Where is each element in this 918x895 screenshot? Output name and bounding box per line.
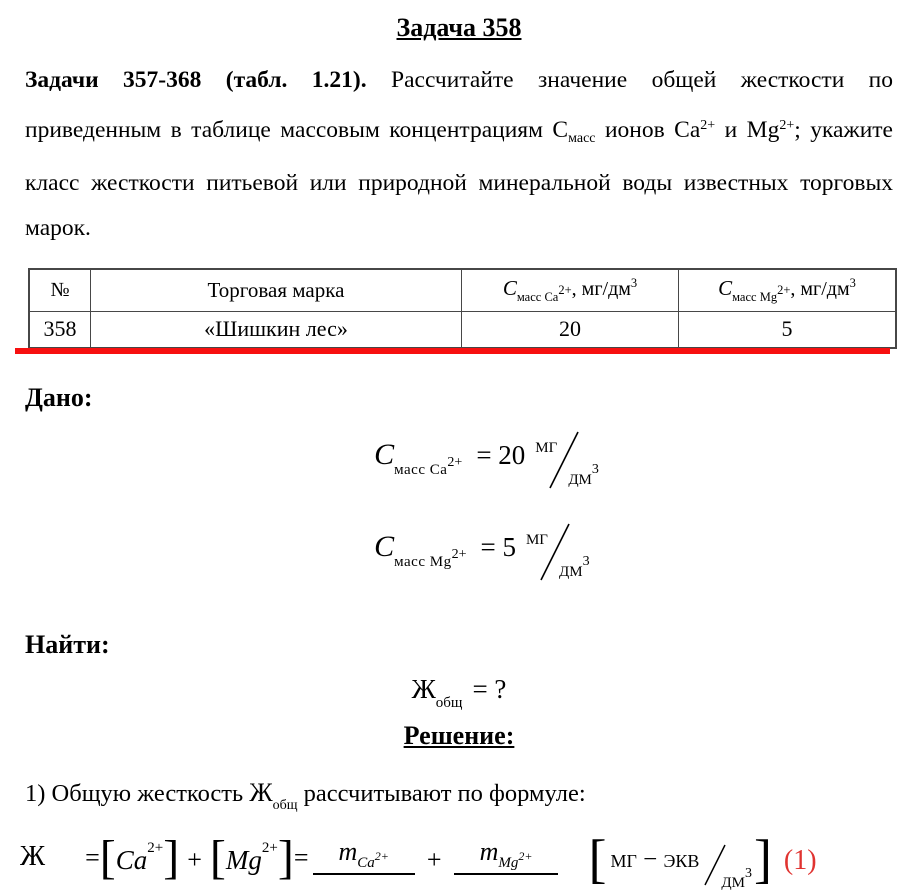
table-data-row	[29, 311, 896, 348]
fraction-m-ca-numerator: $m_{Ca^{2+}}$	[313, 835, 415, 875]
statement-text-2: ионов Ca	[595, 117, 701, 143]
cell-brand: «Шишкин лес»	[91, 311, 462, 348]
formula-ca-unit-exponent: 3	[591, 462, 599, 477]
cell-ca-value: 20	[462, 311, 679, 348]
dano-label: Дано:	[25, 383, 93, 412]
m-ca-charge: 2+	[374, 849, 389, 863]
eq-plus-1: +	[187, 845, 202, 874]
ca-subscript: масс Ca	[516, 289, 559, 304]
formula-c-mass-mg	[374, 509, 599, 601]
naiti-label: Найти:	[25, 630, 110, 659]
unit-denominator-exponent: 3	[744, 866, 752, 881]
problem-statement	[25, 58, 893, 251]
hardness-subscript: общ	[435, 695, 463, 711]
formula-ca-unit-denominator: $дм^3$	[568, 462, 599, 489]
eq-equals-2: =	[293, 843, 309, 872]
red-underline	[15, 348, 890, 354]
mg-unit: , мг/дм	[790, 277, 850, 300]
m-ca-subscript: Ca2+	[357, 849, 389, 871]
formula-ca-symbol: C	[374, 438, 395, 471]
fraction-m-ca	[313, 835, 415, 875]
fraction-m-mg-numerator: $m_{Mg^{2+}}$	[454, 835, 559, 875]
formula-mg-value: = 5	[480, 532, 516, 562]
unit-right-bracket: ]	[753, 829, 772, 889]
page-title-text: Задача 358	[396, 13, 522, 42]
find-question: = ?	[472, 674, 507, 704]
ca-symbol-c: C	[502, 275, 517, 300]
given-formulas	[25, 417, 893, 601]
statement-text-1: Рассчитайте значение общей жесткости по приведенным в таблице массовым концентрациям С	[25, 67, 893, 143]
m-mg-subscript: Mg2+	[498, 849, 533, 871]
page-title	[25, 13, 893, 43]
step-1-part-2: рассчитывают по формуле:	[297, 780, 586, 807]
formula-mg-unit-numerator: мг	[525, 525, 548, 549]
statement-text-4: ; укажите класс жесткости питьевой или природной минеральной воды известных торговых марок.	[25, 117, 893, 241]
solution-heading-text: Решение:	[403, 721, 515, 750]
fraction-m-mg	[454, 835, 559, 875]
left-bracket: [	[99, 831, 116, 884]
m-mg-charge: 2+	[518, 849, 533, 863]
formula-ca-superscript: 2+	[447, 455, 463, 470]
problem-range-bold: Задачи 357-368 (табл. 1.21).	[25, 67, 367, 93]
formula-mg-symbol: C	[374, 530, 395, 563]
units-bracket	[588, 829, 772, 893]
solution-heading	[25, 721, 893, 751]
step-1-text	[25, 778, 893, 814]
right-bracket: ]	[163, 831, 180, 884]
mg-unit-exponent: 3	[849, 275, 856, 290]
eq-hardness-symbol: Ж	[20, 841, 46, 872]
formula-ca-unit-numerator: мг	[535, 433, 558, 457]
eq-mg-ion: Mg	[225, 845, 262, 875]
hardness-symbol: Ж	[411, 674, 436, 704]
document-page	[0, 13, 918, 895]
unit-numerator: мг − экв	[610, 846, 700, 873]
header-mg-concentration	[679, 269, 897, 311]
mg-symbol-c: C	[718, 275, 733, 300]
formula-mg-unit-exponent: 3	[582, 554, 590, 569]
equation-number-ref: (1)	[783, 845, 817, 876]
eq-equals-1: =	[85, 843, 100, 872]
c-mass-subscript: масс	[568, 131, 596, 146]
formula-1-equation	[20, 829, 893, 895]
mg-superscript: 2+	[777, 282, 791, 297]
data-table	[28, 268, 897, 349]
formula-mg-subscript: масс Mg	[394, 554, 452, 570]
eq-plus-2: +	[426, 845, 442, 874]
cell-mg-value: 5	[679, 311, 897, 348]
formula-ca-value: = 20	[476, 440, 526, 470]
step-hardness-symbol: Ж	[249, 778, 273, 807]
ca-superscript: 2+	[558, 282, 572, 297]
ca-charge-superscript: 2+	[700, 118, 716, 133]
statement-text-3: и Mg	[715, 117, 780, 143]
cell-problem-number: 358	[29, 311, 91, 348]
unit-denominator: $дм^3$	[721, 866, 752, 892]
step-hardness-subscript: общ	[272, 798, 298, 813]
mg-subscript: масс Mg	[732, 289, 778, 304]
header-ca-concentration	[462, 269, 679, 311]
ca-unit-exponent: 3	[630, 275, 638, 290]
table-header-row	[29, 269, 896, 311]
right-bracket: ]	[277, 831, 294, 884]
eq-ca-ion: Ca	[115, 845, 148, 875]
unit-left-bracket: [	[588, 829, 607, 889]
eq-mg-charge: 2+	[261, 840, 278, 856]
eq-ca-charge: 2+	[147, 840, 164, 856]
find-formula	[25, 674, 893, 712]
ca-unit: , мг/дм	[571, 277, 631, 300]
formula-ca-subscript: масс Ca	[394, 462, 448, 478]
left-bracket: [	[209, 831, 226, 884]
header-brand: Торговая марка	[91, 269, 462, 311]
header-number: №	[29, 269, 91, 311]
given-formulas-inner	[374, 417, 599, 601]
mg-charge-superscript: 2+	[779, 118, 795, 133]
step-1-part-1: 1) Общую жесткость	[25, 780, 250, 807]
formula-mg-unit-denominator: $дм^3$	[558, 554, 590, 581]
formula-mg-superscript: 2+	[451, 547, 467, 562]
formula-c-mass-ca	[374, 417, 599, 509]
